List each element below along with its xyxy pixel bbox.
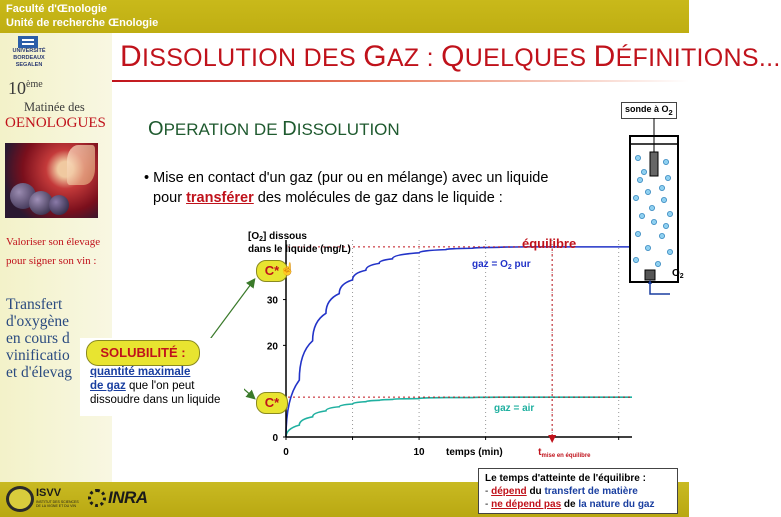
tagline-line1: Valoriser son élevage bbox=[6, 236, 101, 248]
bubble bbox=[659, 233, 664, 238]
bubble bbox=[659, 185, 664, 190]
definition-bullet: • Mise en contact d'un gaz (pur ou en mélange) avec un liquide pour transférer des molécules de gaz dans le liquide : bbox=[144, 170, 549, 206]
university-logo-text: UNIVERSITÉ BORDEAUX SEGALEN bbox=[12, 48, 46, 68]
cursor-hand-icon: ☝ bbox=[280, 262, 295, 276]
isvv-logo bbox=[6, 486, 34, 512]
y-axis-label-line2: dans le liquide (mg/L) bbox=[248, 244, 351, 255]
bubble bbox=[667, 211, 672, 216]
x-tick-label: 0 bbox=[283, 447, 289, 458]
series-o2-pure-line bbox=[286, 247, 632, 437]
solubility-badge: SOLUBILITÉ : bbox=[86, 340, 200, 366]
bubble bbox=[663, 159, 668, 164]
header-bar bbox=[0, 0, 689, 33]
bubble bbox=[633, 257, 638, 262]
wine-grapes-photo bbox=[5, 143, 98, 218]
topic-text: Transfert d'oxygène en cours d vinificatio et d'élevag bbox=[6, 296, 73, 381]
y-axis-label-line1: $[O_2]$ dissous bbox=[248, 231, 307, 243]
probe-label: sonde à $O_2$ bbox=[621, 102, 677, 119]
unit-name: Unité de recherche Œnologie bbox=[6, 17, 159, 29]
bubble bbox=[641, 169, 646, 174]
x-axis-label: temps (min) bbox=[446, 447, 503, 458]
inra-logo: INRA bbox=[108, 488, 148, 507]
bubble bbox=[667, 249, 672, 254]
event-line1: Matinée des bbox=[24, 100, 85, 114]
bubble bbox=[637, 177, 642, 182]
cstar-badge-o2: C* bbox=[256, 260, 288, 282]
y-tick-label: 30 bbox=[266, 295, 278, 307]
equilibrium-arrow bbox=[548, 435, 556, 443]
equilibrium-note: Le temps d'atteinte de l'équilibre : - dépend du transfert de matière - ne dépend pas de la nature du gaz bbox=[478, 468, 678, 514]
axis-ticks bbox=[267, 296, 619, 458]
equilibrium-label: équilibre bbox=[522, 236, 577, 251]
gas-diffuser bbox=[645, 270, 655, 280]
isvv-name: ISVV bbox=[36, 487, 62, 499]
bubble bbox=[645, 189, 650, 194]
bubble bbox=[661, 197, 666, 202]
transfer-emphasis: transférer bbox=[186, 190, 254, 206]
event-line2: OENOLOGUES bbox=[5, 115, 106, 131]
bubble bbox=[655, 261, 660, 266]
t-equilibrium-label: $t_{mise en équilibre}$ bbox=[538, 447, 591, 459]
cstar-badge-air: C* bbox=[256, 392, 288, 414]
title-divider bbox=[112, 80, 689, 82]
y-tick-label: 20 bbox=[266, 341, 278, 353]
bubble bbox=[635, 231, 640, 236]
solubility-definition: quantité maximale de gaz que l'on peut dissoudre dans un liquide bbox=[90, 366, 221, 406]
inra-logo-mark bbox=[88, 489, 106, 507]
o2-inlet-label: $O_2$ bbox=[672, 268, 684, 280]
bubble bbox=[633, 195, 638, 200]
faculty-name: Faculté d'Œnologie bbox=[6, 3, 108, 15]
isvv-subtitle: INSTITUT DES SCIENCES DE LA VIGNE ET DU VIN bbox=[36, 500, 79, 508]
tagline-line2: pour signer son vin : bbox=[6, 255, 97, 267]
bubble bbox=[639, 213, 644, 218]
dissolution-device-diagram bbox=[618, 118, 689, 318]
bubble bbox=[635, 155, 640, 160]
bubble bbox=[651, 219, 656, 224]
bubble bbox=[663, 223, 668, 228]
bubble bbox=[645, 245, 650, 250]
series-air-line bbox=[286, 397, 632, 437]
bubble bbox=[665, 175, 670, 180]
series-o2-pure-label: gaz = $O_2$ pur bbox=[472, 258, 531, 271]
bubble bbox=[649, 205, 654, 210]
probe-icon bbox=[650, 152, 658, 176]
y-tick-label: 0 bbox=[272, 433, 278, 444]
edition-number: 10ème bbox=[8, 78, 43, 98]
series-air-label: gaz = air bbox=[494, 403, 535, 415]
slide-title: DISSOLUTION DES GAZ : QUELQUES DÉFINITIONS... bbox=[120, 40, 781, 73]
x-tick-label: 10 bbox=[413, 447, 425, 458]
section-subtitle: OPERATION DE DISSOLUTION bbox=[148, 118, 400, 140]
dissolution-chart bbox=[240, 225, 640, 465]
